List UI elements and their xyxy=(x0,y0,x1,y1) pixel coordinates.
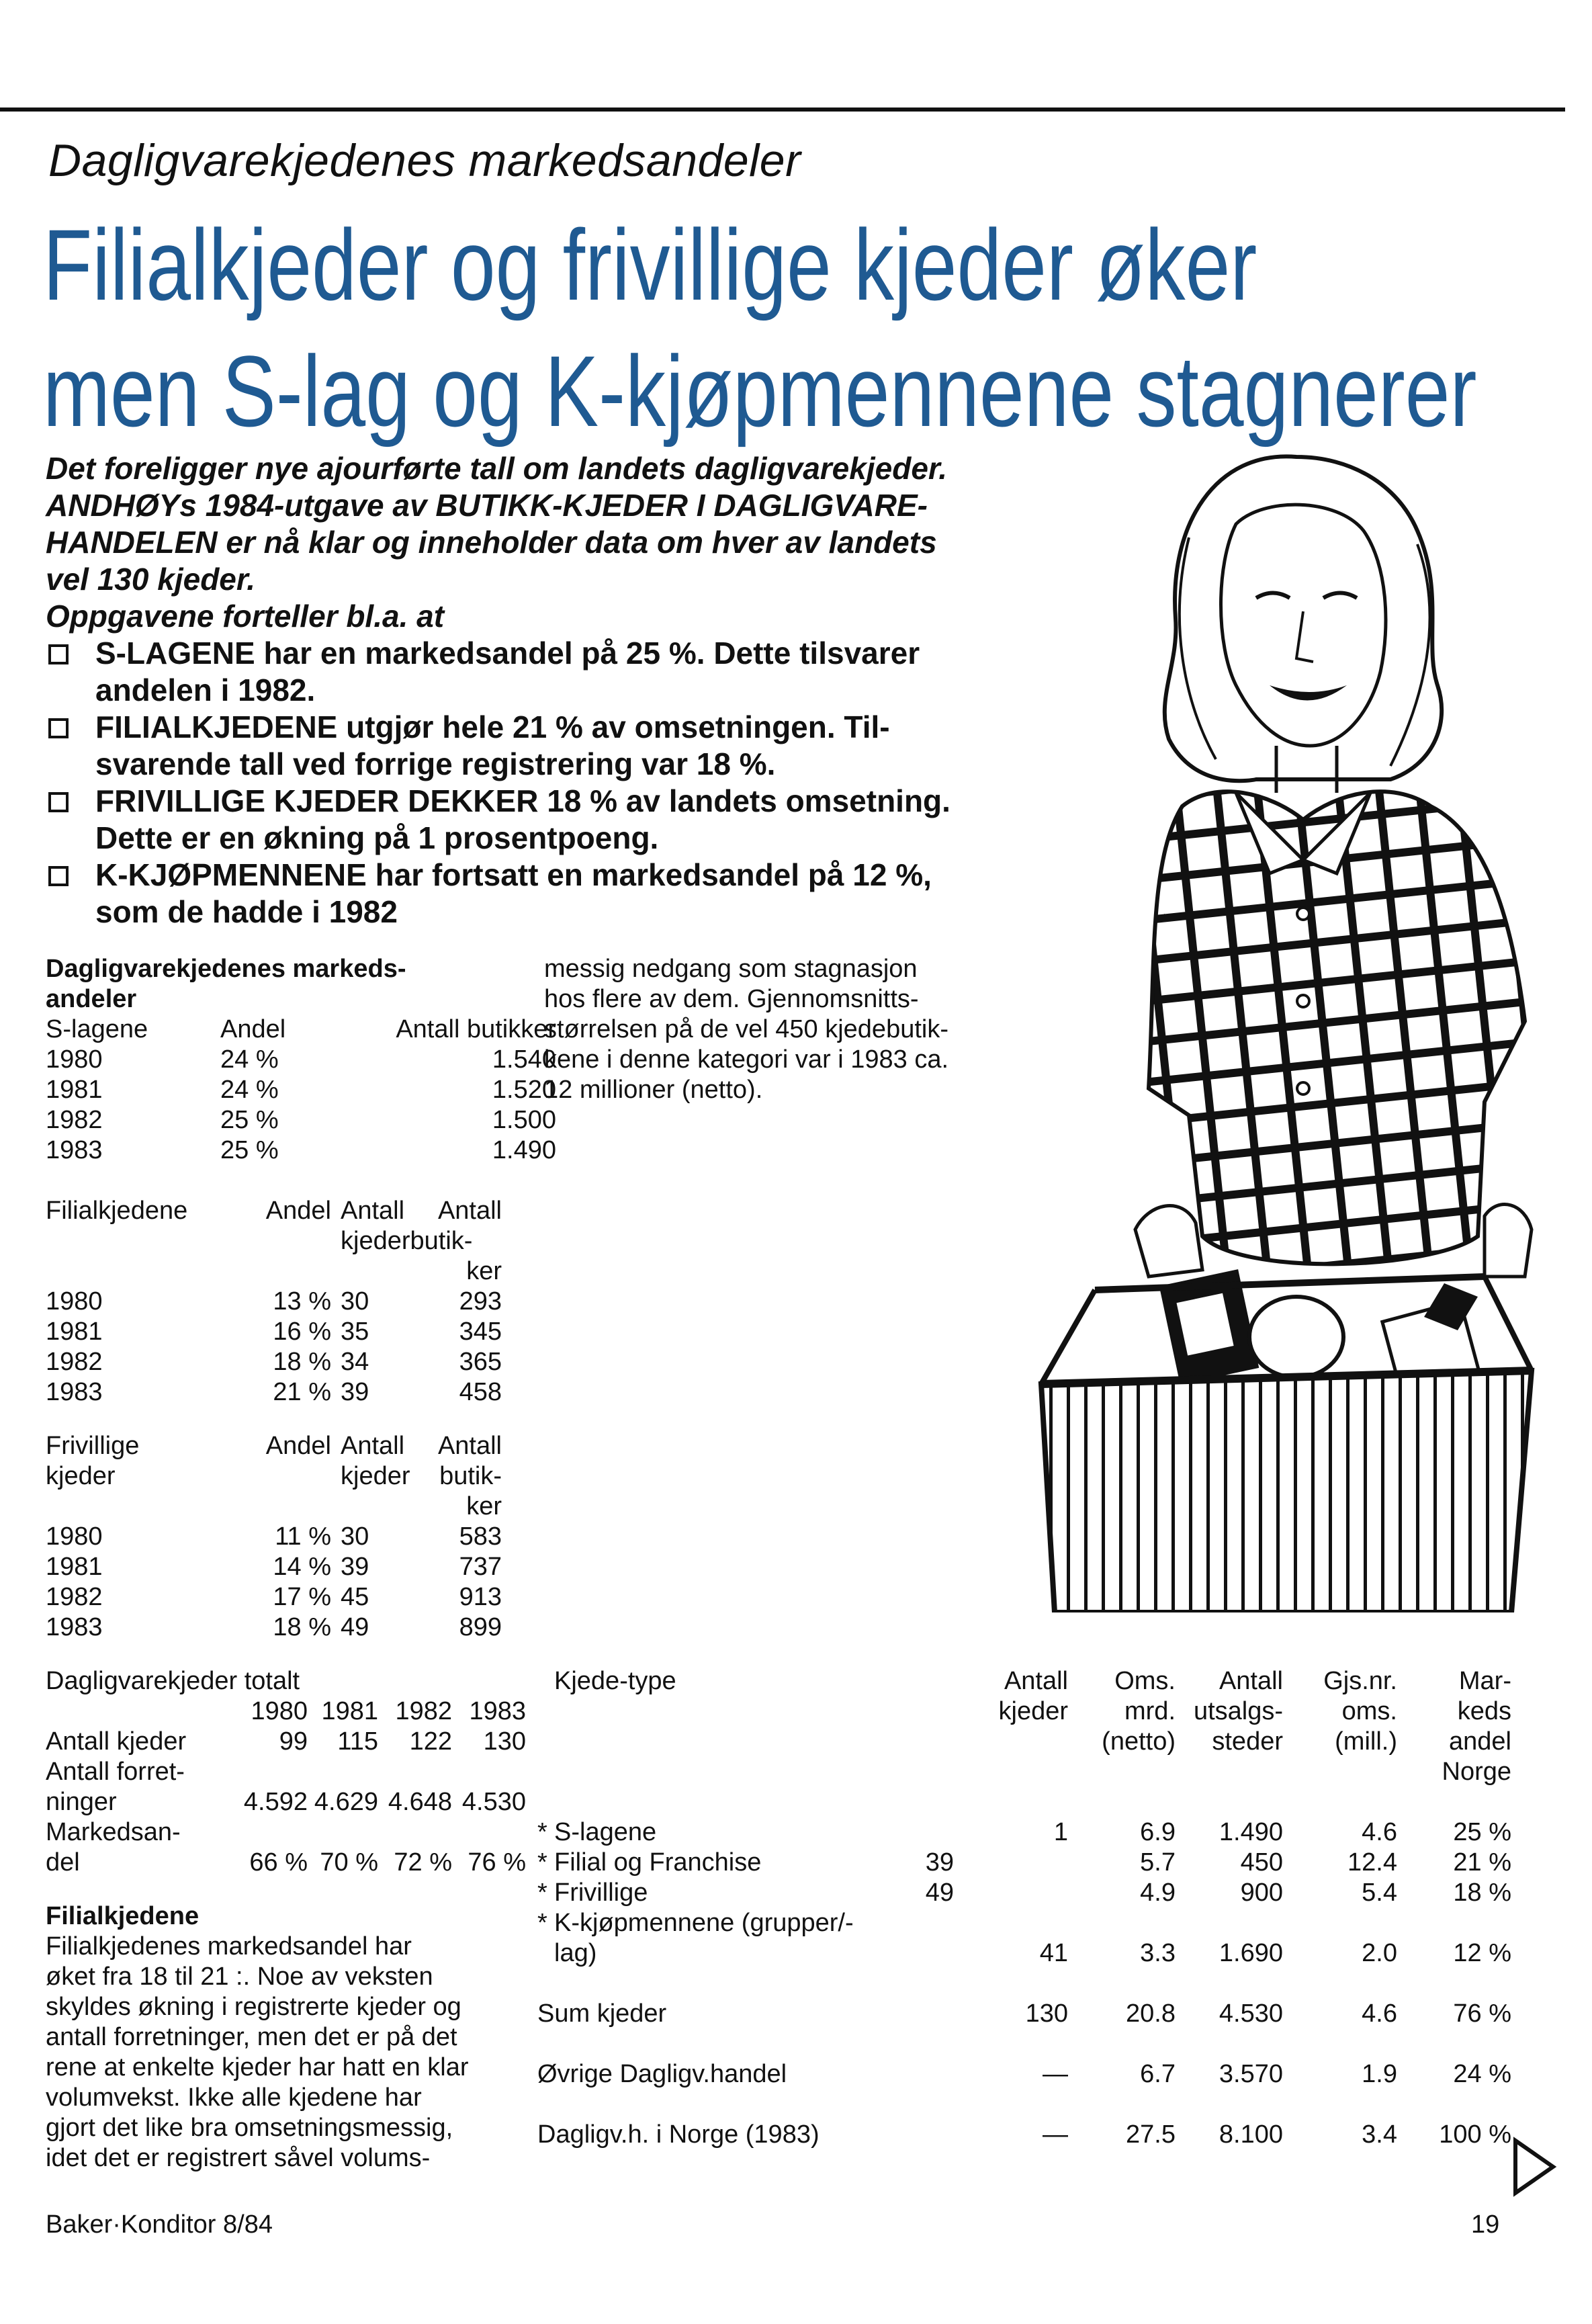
table-header-row xyxy=(46,1431,502,1461)
intro-line: ANDHØYs 1984-utgave av BUTIKK-KJEDER I DAGLIGVARE- xyxy=(46,488,928,523)
table-cell: Filial og Franchise xyxy=(554,1848,762,1877)
table-cell: 12.4 xyxy=(1347,1848,1397,1877)
table-header-row xyxy=(537,1666,1511,1696)
article-line: antall forretninger, men det er på det xyxy=(46,2023,457,2051)
table-cell: 30 xyxy=(341,1287,369,1316)
row-label: ninger xyxy=(46,1788,117,1816)
bullet-item xyxy=(46,709,1040,783)
table-header: Antall xyxy=(437,1197,502,1225)
table-cell: 913 xyxy=(459,1583,502,1611)
article-heading: Filialkjedene xyxy=(46,1902,200,1930)
article-line: hos flere av dem. Gjennomsnitts- xyxy=(544,985,919,1013)
table-row xyxy=(537,2120,1511,2150)
bullet-text: FILIALKJEDENE utgjør hele 21 % av omsetningen. Til- xyxy=(95,709,890,744)
s-lagene-table xyxy=(46,1015,556,1166)
table-row xyxy=(46,1135,556,1166)
table-row xyxy=(46,1105,556,1135)
table-row xyxy=(46,1045,556,1075)
table-header: 1982 xyxy=(395,1697,452,1725)
table-header: Antall xyxy=(1219,1667,1283,1695)
table-header-row xyxy=(46,1696,526,1727)
table-cell: 1.540 xyxy=(492,1045,556,1074)
article-line: øket fra 18 til 21 :. Noe av veksten xyxy=(46,1963,433,1991)
table-cell: 1980 xyxy=(46,1287,103,1316)
intro-text xyxy=(46,450,1040,635)
table-header xyxy=(331,1226,502,1256)
table-cell: 4.592 xyxy=(243,1788,308,1816)
table-cell: 39 xyxy=(341,1553,369,1581)
table-cell: 1982 xyxy=(46,1583,103,1611)
footer-publication: Baker·Konditor 8/84 xyxy=(46,2210,273,2239)
table-cell: 24 % xyxy=(220,1045,279,1074)
table-cell: 1.9 xyxy=(1362,2060,1397,2088)
asterisk: * xyxy=(537,1879,547,1907)
table-header: Antall xyxy=(1004,1667,1068,1695)
table-subheader-row xyxy=(46,1492,502,1522)
top-rule xyxy=(0,107,1565,112)
table-header: Antall xyxy=(437,1432,502,1460)
table-cell xyxy=(954,1878,1068,1908)
row-label: Markedsan- xyxy=(46,1818,181,1846)
table-cell: 1983 xyxy=(46,1613,103,1641)
table-cell: 4.6 xyxy=(1362,1999,1397,2028)
checkbox-icon xyxy=(48,866,69,886)
table-cell: 293 xyxy=(459,1287,502,1316)
table-cell: 8.100 xyxy=(1219,2120,1283,2149)
table-cell: 66 % xyxy=(249,1848,308,1877)
title-line: Dagligvarekjedenes markeds- xyxy=(46,955,406,983)
table-cell: 115 xyxy=(337,1727,378,1756)
table-cell: 1.690 xyxy=(1219,1939,1283,1967)
table-cell: 41 xyxy=(1039,1939,1068,1967)
table-cell: 18 % xyxy=(273,1613,331,1641)
bullet-item xyxy=(46,635,1040,709)
asterisk: * xyxy=(537,1848,547,1877)
table-subheader-row xyxy=(537,1696,1511,1727)
intro-line: HANDELEN er nå klar og inneholder data om hver av landets xyxy=(46,525,937,560)
table-cell: 39 xyxy=(925,1848,954,1877)
page-number: 19 xyxy=(1471,2210,1500,2239)
table-cell: 18 % xyxy=(273,1348,331,1376)
table-header: 1980 xyxy=(251,1697,308,1725)
bullet-text: andelen i 1982. xyxy=(95,673,316,707)
table-row xyxy=(537,2059,1511,2090)
kjede-type-table xyxy=(537,1666,1511,2150)
table-header: Norge xyxy=(1442,1758,1511,1786)
table-cell: Sum kjeder xyxy=(537,1999,667,2028)
woman-shopping-cart-illustration xyxy=(1014,443,1538,1612)
table-header: ker xyxy=(466,1492,502,1520)
article-line: messig nedgang som stagnasjon xyxy=(544,955,918,983)
table-subheader-row xyxy=(46,1461,502,1492)
table-header: (mill.) xyxy=(1335,1727,1397,1756)
table-row xyxy=(46,1347,502,1377)
bullet-text: Dette er en økning på 1 prosentpoeng. xyxy=(95,820,659,855)
table-cell xyxy=(914,1817,954,1848)
table-cell: 1.490 xyxy=(492,1136,556,1164)
totalt-table xyxy=(46,1666,526,1878)
headline-line-1: Filialkjeder og frivillige kjeder øker xyxy=(43,208,1257,321)
table-cell: 16 % xyxy=(273,1318,331,1346)
table-cell: 76 % xyxy=(1453,1999,1511,2028)
table-cell: 6.7 xyxy=(1140,2060,1176,2088)
middle-continuation-text xyxy=(544,954,1028,1105)
table-cell: 100 % xyxy=(1439,2120,1511,2149)
article-line: volumvekst. Ikke alle kjedene har xyxy=(46,2083,422,2112)
table-cell: lag) xyxy=(554,1939,597,1967)
asterisk: * xyxy=(537,1909,547,1937)
table-row xyxy=(46,1377,502,1408)
table-cell: 21 % xyxy=(1453,1848,1511,1877)
table-cell: 39 xyxy=(341,1378,369,1406)
intro-line: Oppgavene forteller bl.a. at xyxy=(46,599,445,634)
table-cell: 25 % xyxy=(220,1106,279,1134)
table-cell: 70 % xyxy=(320,1848,378,1877)
table-cell: 1983 xyxy=(46,1136,103,1164)
table-cell: 4.530 xyxy=(1219,1999,1283,2028)
table-cell: 3.3 xyxy=(1140,1939,1176,1967)
table-cell: 1982 xyxy=(46,1348,103,1376)
table-cell: 1.500 xyxy=(492,1106,556,1134)
continue-arrow-icon xyxy=(1511,2137,1558,2197)
table-cell: 365 xyxy=(459,1348,502,1376)
table-row xyxy=(537,1848,1511,1878)
checkbox-icon xyxy=(48,644,69,664)
table-cell: 6.9 xyxy=(1140,1818,1176,1846)
bullet-text: FRIVILLIGE KJEDER DEKKER 18 % av landets omsetning. xyxy=(95,783,950,818)
table-header: andel xyxy=(1449,1727,1511,1756)
table-cell: 76 % xyxy=(468,1848,526,1877)
table-row xyxy=(46,1727,526,1757)
frivillige-table xyxy=(46,1431,502,1643)
table-header: Kjede-type xyxy=(554,1667,676,1695)
totalt-title: Dagligvarekjeder totalt xyxy=(46,1667,300,1695)
intro-line: vel 130 kjeder. xyxy=(46,562,256,597)
headline xyxy=(43,202,1477,454)
continue-arrow-icon xyxy=(1511,2137,1558,2200)
table-cell: S-lagene xyxy=(554,1818,657,1846)
table-cell: 5.7 xyxy=(1140,1848,1176,1877)
table-cell: 49 xyxy=(925,1879,954,1907)
table-header: kjeder xyxy=(998,1697,1068,1725)
table-cell: 4.6 xyxy=(1362,1818,1397,1846)
row-label: Antall forret- xyxy=(46,1758,185,1786)
table-cell: 899 xyxy=(459,1613,502,1641)
table-cell: 130 xyxy=(1025,1999,1068,2028)
table-cell: 450 xyxy=(1240,1848,1283,1877)
table-cell: Dagligv.h. i Norge (1983) xyxy=(537,2120,820,2149)
table-cell: 14 % xyxy=(273,1553,331,1581)
table-cell: 25 % xyxy=(1453,1818,1511,1846)
title-line: andeler xyxy=(46,985,137,1013)
bullet-text: svarende tall ved forrige registrering var 18 %. xyxy=(95,746,776,781)
table-row xyxy=(46,1582,502,1612)
table-cell: 4.9 xyxy=(1140,1879,1176,1907)
table-cell: 21 % xyxy=(273,1378,331,1406)
table-cell: 583 xyxy=(459,1522,502,1551)
table-header: kjeder xyxy=(46,1462,116,1490)
table-header-row xyxy=(46,1196,502,1226)
asterisk: * xyxy=(537,1818,547,1846)
bullet-item xyxy=(46,857,1040,931)
table-row xyxy=(46,1522,502,1552)
table-header xyxy=(331,1196,435,1226)
table-cell: 1981 xyxy=(46,1076,103,1104)
table-header: oms. xyxy=(1341,1697,1397,1725)
table-cell: 737 xyxy=(459,1553,502,1581)
table-cell: 458 xyxy=(459,1378,502,1406)
table-cell: 1980 xyxy=(46,1522,103,1551)
table-cell: 4.530 xyxy=(461,1788,526,1816)
header-word: Antall xyxy=(341,1197,405,1225)
table-cell: 13 % xyxy=(273,1287,331,1316)
table-header: Antall xyxy=(341,1432,405,1460)
filialkjedene-table xyxy=(46,1196,502,1408)
table-header: (netto) xyxy=(1102,1727,1176,1756)
table-cell: Frivillige xyxy=(554,1879,648,1907)
table-header: Frivillige xyxy=(46,1432,140,1460)
table-cell: 12 % xyxy=(1453,1939,1511,1967)
table-subheader-row xyxy=(537,1727,1511,1757)
bullet-text: S-LAGENE har en markedsandel på 25 %. Dette tilsvarer xyxy=(95,636,920,671)
table-header: mrd. xyxy=(1124,1697,1176,1725)
table-cell: 1 xyxy=(1053,1818,1068,1846)
table-cell: 18 % xyxy=(1453,1879,1511,1907)
table-cell xyxy=(954,1848,1068,1878)
article-line: gjort det like bra omsetningsmessig, xyxy=(46,2114,453,2142)
table-row xyxy=(46,1757,526,1787)
table-cell: 25 % xyxy=(220,1136,279,1164)
checkbox-icon xyxy=(48,718,69,738)
table-header: utsalgs- xyxy=(1193,1697,1283,1725)
article-line: kene i denne kategori var i 1983 ca. xyxy=(544,1045,949,1074)
table-cell: — xyxy=(1043,2060,1068,2088)
table-cell: 20.8 xyxy=(1126,1999,1176,2028)
table-cell: 1982 xyxy=(46,1106,103,1134)
table-row xyxy=(46,1552,502,1582)
table-header: kjeder xyxy=(341,1462,410,1490)
table-cell: 130 xyxy=(483,1727,526,1756)
filialkjedene-article xyxy=(46,1901,529,2174)
table-header: 1981 xyxy=(321,1697,378,1725)
table-cell: 34 xyxy=(341,1348,369,1376)
table-cell: 3.4 xyxy=(1362,2120,1397,2149)
table-cell: 1981 xyxy=(46,1553,103,1581)
table-header: Antall butikker xyxy=(396,1015,556,1043)
checkbox-icon xyxy=(48,792,69,812)
table-cell: 24 % xyxy=(1453,2060,1511,2088)
row-label: Antall kjeder xyxy=(46,1727,187,1756)
market-share-title xyxy=(46,954,406,1015)
bullet-text: som de hadde i 1982 xyxy=(95,894,398,929)
table-cell: 35 xyxy=(341,1318,369,1346)
table-header: Gjs.nr. xyxy=(1323,1667,1397,1695)
bullet-item xyxy=(46,783,1040,857)
table-header: ker xyxy=(466,1257,502,1285)
table-row xyxy=(46,1787,526,1817)
table-cell: 24 % xyxy=(220,1076,279,1104)
intro-line: Det foreligger nye ajourførte tall om landets dagligvarekjeder. xyxy=(46,451,948,486)
table-subheader-row xyxy=(537,1757,1511,1787)
bullet-text: K-KJØPMENNENE har fortsatt en markedsandel på 12 %, xyxy=(95,857,932,892)
table-cell: — xyxy=(1043,2120,1068,2149)
table-cell: 1980 xyxy=(46,1045,103,1074)
article-line: skyldes økning i registrerte kjeder og xyxy=(46,1993,461,2021)
table-cell: 11 % xyxy=(275,1522,331,1551)
woman-shopping-cart-illustration xyxy=(1014,443,1538,1612)
headline-line-2: men S-lag og K-kjøpmennene stagnerer xyxy=(43,335,1477,447)
table-cell: 122 xyxy=(409,1727,452,1756)
table-header: Andel xyxy=(220,1015,286,1043)
table-cell: 1983 xyxy=(46,1378,103,1406)
table-cell: 27.5 xyxy=(1126,2120,1176,2149)
table-header: Oms. xyxy=(1114,1667,1176,1695)
table-row xyxy=(46,1317,502,1347)
header-word: kjeder xyxy=(341,1227,410,1255)
table-cell: 49 xyxy=(341,1613,369,1641)
table-row xyxy=(537,1908,1511,1938)
table-row xyxy=(537,1938,1511,1969)
table-cell: 17 % xyxy=(273,1583,331,1611)
table-header: Andel xyxy=(265,1197,331,1225)
article-line: idet det er registrert såvel volums- xyxy=(46,2144,431,2172)
article-line: rene at enkelte kjeder har hatt en klar xyxy=(46,2053,469,2081)
table-cell: 30 xyxy=(341,1522,369,1551)
table-cell: 72 % xyxy=(394,1848,452,1877)
table-cell: 1.520 xyxy=(492,1076,556,1104)
table-row xyxy=(537,1878,1511,1908)
table-header: S-lagene xyxy=(46,1015,148,1043)
table-cell: 45 xyxy=(341,1583,369,1611)
table-row xyxy=(46,1848,526,1878)
table-cell: 900 xyxy=(1240,1879,1283,1907)
table-cell: Øvrige Dagligv.handel xyxy=(537,2060,787,2088)
table-header-row xyxy=(46,1015,556,1045)
table-cell: 4.629 xyxy=(314,1788,378,1816)
table-cell: 345 xyxy=(459,1318,502,1346)
table-cell: 99 xyxy=(279,1727,308,1756)
header-word: butik- xyxy=(410,1227,473,1255)
table-subheader-row xyxy=(46,1256,502,1287)
table-cell: K-kjøpmennene (grupper/- xyxy=(554,1909,854,1937)
table-row xyxy=(537,1999,1511,2029)
table-header: Filialkjedene xyxy=(46,1197,188,1225)
table-header: Mar- xyxy=(1458,1667,1511,1695)
table-cell: 5.4 xyxy=(1362,1879,1397,1907)
table-header: 1983 xyxy=(469,1697,526,1725)
article-line: Filialkjedenes markedsandel har xyxy=(46,1932,412,1961)
table-row xyxy=(46,1817,526,1848)
table-row xyxy=(46,1287,502,1317)
table-row xyxy=(46,1075,556,1105)
table-cell: 4.648 xyxy=(388,1788,452,1816)
table-row xyxy=(46,1612,502,1643)
table-cell: 2.0 xyxy=(1362,1939,1397,1967)
article-line: størrelsen på de vel 450 kjedebutik- xyxy=(544,1015,948,1043)
table-row xyxy=(537,1817,1511,1848)
table-header: butik- xyxy=(439,1462,502,1490)
table-cell: 3.570 xyxy=(1219,2060,1283,2088)
table-subheader-row xyxy=(46,1226,502,1256)
table-header: keds xyxy=(1457,1697,1511,1725)
table-cell: 1.490 xyxy=(1219,1818,1283,1846)
table-header: steder xyxy=(1212,1727,1283,1756)
table-header: Andel xyxy=(265,1432,331,1460)
table-cell: 1981 xyxy=(46,1318,103,1346)
kicker: Dagligvarekjedenes markedsandeler xyxy=(48,135,801,186)
row-label: del xyxy=(46,1848,80,1877)
article-line: 12 millioner (netto). xyxy=(544,1076,763,1104)
